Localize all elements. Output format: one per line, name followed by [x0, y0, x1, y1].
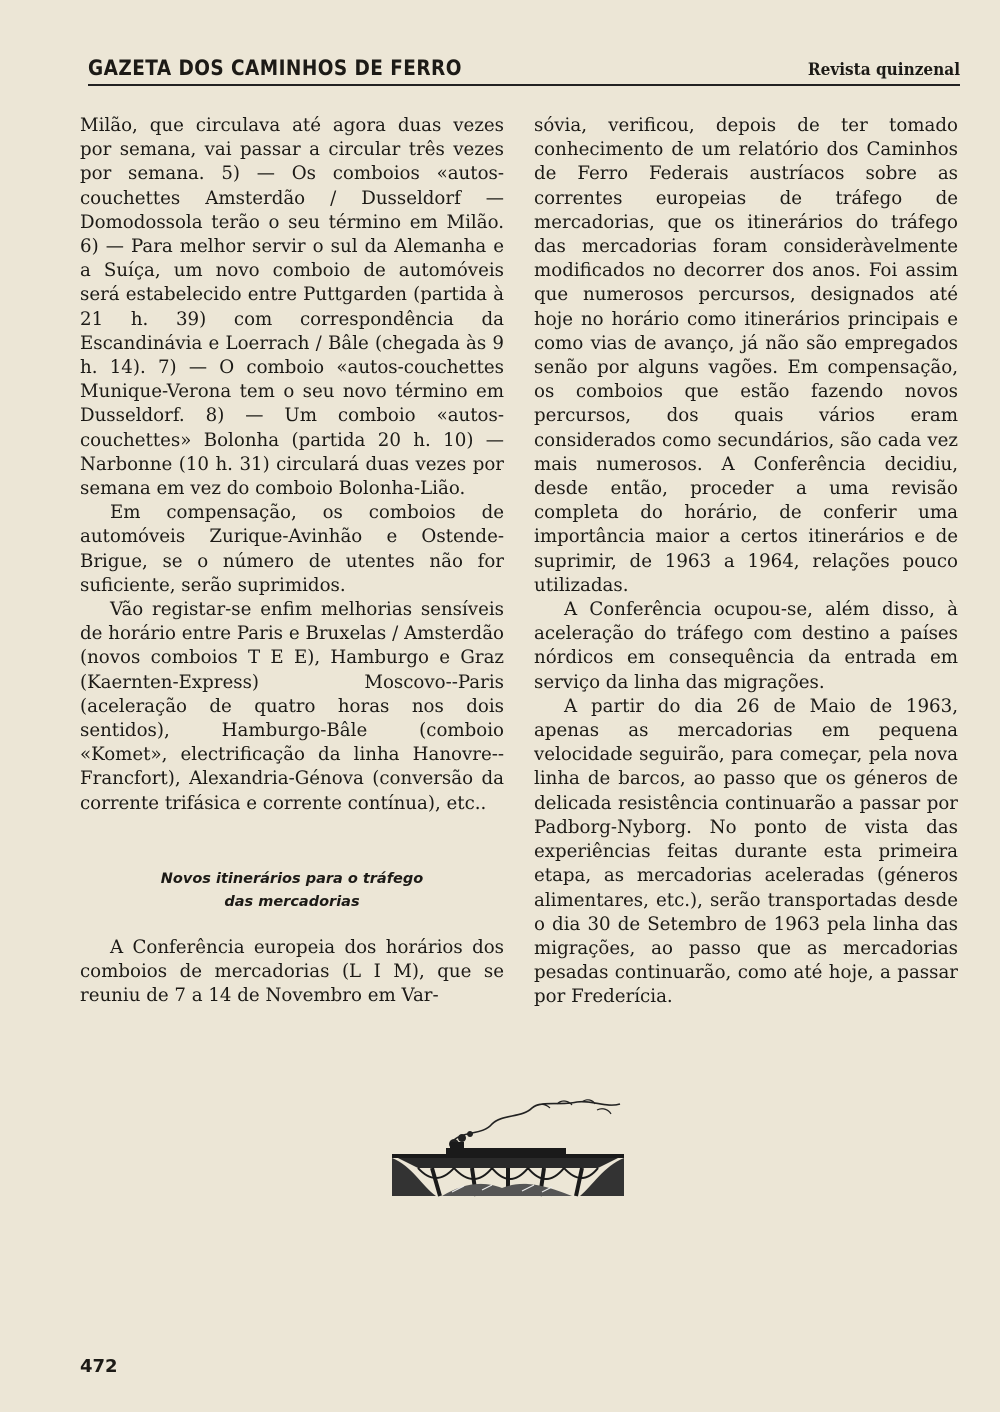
paragraph: A Conferência europeia dos horários dos comboios de mercadorias (L I M), que se reuniu de 7 a 14 de Novembro em Var-: [80, 936, 504, 1007]
paragraph: A Conferência ocupou-se, além disso, à aceleração do tráfego com destino a países nórdicos em consequência da entrada em serviço da linha das migrações.: [534, 599, 958, 693]
section-heading-line: das mercadorias: [224, 893, 360, 910]
page-number: 472: [80, 1356, 118, 1377]
section-heading-line: Novos itinerários para o tráfego: [160, 870, 424, 887]
running-header: [88, 44, 960, 86]
section-heading: [80, 868, 504, 914]
paragraph: sóvia, verificou, depois de ter tomado conhecimento de um relatório dos Caminhos de Ferro Federais austríacos sobre as correntes europeias de tráfego de mercadorias, que os itinerários do tráfego das mercadorias foram consideràvelmente modificados no decorrer dos anos. Foi assim que numerosos percursos, designados até hoje no horário como itinerários principais e como vias de avanço, já não são empregados senão por alguns vagões. Em compensação, os comboios que estão fazendo novos percursos, dos quais vários eram considerados como secundários, são cada vez mais numerosos. A Conferência decidiu, desde então, proceder a uma revisão completa do horário, de conferir uma importância maior a certos itinerários e de suprimir, de 1963 a 1964, relações pouco utilizadas.: [534, 115, 958, 596]
journal-subtitle: Revista quinzenal: [807, 60, 960, 80]
left-column: [80, 114, 504, 1009]
journal-title: GAZETA DOS CAMINHOS DE FERRO: [88, 56, 462, 80]
paragraph: Milão, que circulava até agora duas vezes por semana, vai passar a circular três vezes por semana. 5) — Os comboios «autos-couchettes Amsterdão / Dusseldorf — Domodossola terão o seu término em Milão. 6) — Para melhor servir o sul da Alemanha e a Suíça, um novo comboio de automóveis será estabelecido entre Puttgarden (partida à 21 h. 39) com correspondência da Escandinávia e Loerrach / Bâle (chegada às 9 h. 14). 7) — O comboio «autos-couchettes Munique-Verona tem o seu novo término em Dusseldorf. 8) — Um comboio «autos-couchettes» Bolonha (partida 20 h. 10) — Narbonne (10 h. 31) circulará duas vezes por semana em vez do comboio Bolonha-Lião.: [80, 115, 504, 500]
train-on-bridge-icon: [392, 1096, 624, 1200]
paragraph: A partir do dia 26 de Maio de 1963, apenas as mercadorias em pequena velocidade seguirão, para começar, pela nova linha de barcos, ao passo que os géneros de delicada resistência continuarão a passar por Padborg-Nyborg. No ponto de vista das experiências feitas durante esta primeira etapa, as mercadorias aceleradas (géneros alimentares, etc.), serão transportadas desde o dia 30 de Setembro de 1963 pela linha das migrações, ao passo que as mercadorias pesadas continuarão, como até hoje, a passar por Frederícia.: [534, 695, 958, 1008]
paragraph: Vão registar-se enfim melhorias sensíveis de horário entre Paris e Bruxelas / Amsterdão (novos comboios T E E), Hamburgo e Graz (Kaernten-Express) Moscovo--Paris (aceleração de quatro horas nos dois sentidos), Hamburgo-Bâle (comboio «Komet», electrificação da linha Hanovre--Francfort), Alexandria-Génova (conversão da corrente trifásica e corrente contínua), etc..: [80, 599, 504, 814]
paragraph: Em compensação, os comboios de automóveis Zurique-Avinhão e Ostende-Brigue, se o número de utentes não for suficiente, serão suprimidos.: [80, 502, 504, 596]
right-column: [534, 114, 958, 1010]
